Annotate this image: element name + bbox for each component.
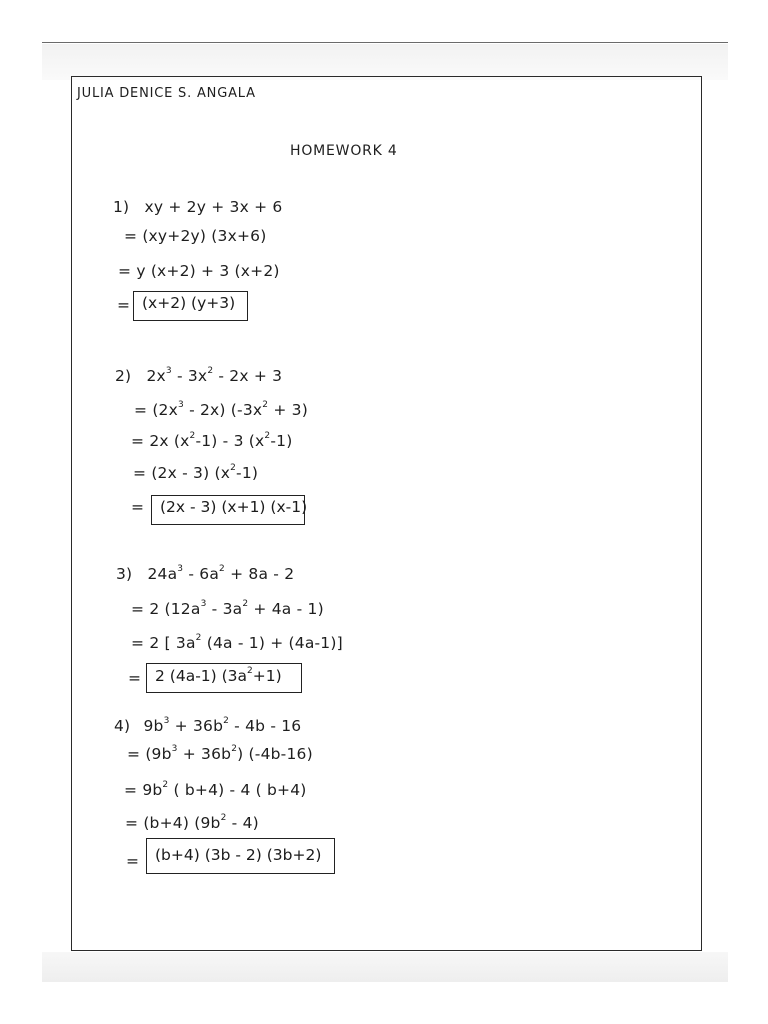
student-name: JULIA DENICE S. ANGALA — [77, 86, 256, 101]
problem-number: 3) — [116, 565, 133, 583]
page-top-edge — [42, 42, 728, 43]
final-answer-box: (x+2) (y+3) — [133, 291, 248, 321]
step-line: = $9b^2$ ( b+4) - 4 ( b+4) — [124, 780, 307, 799]
step-line: = — [117, 296, 131, 314]
scan-shadow-bottom — [42, 952, 728, 982]
scan-shadow-top — [42, 44, 728, 80]
step-line: = 2x $(x^2-1) - 3$ $(x^2-1)$ — [131, 431, 293, 450]
step-line: = (b+4) $(9b^2 - 4)$ — [125, 813, 259, 832]
problem-3-statement — [116, 564, 294, 583]
homework-title: HOMEWORK 4 — [290, 143, 398, 159]
step-line: = (xy+2y) (3x+6) — [124, 227, 267, 245]
problem-expression: $24a^3 - 6a^2 + 8a - 2$ — [147, 564, 295, 583]
step-line: = (2x - 3) $(x^2-1)$ — [133, 463, 259, 482]
step-line: = — [131, 498, 145, 516]
problem-number: 2) — [115, 367, 132, 385]
problem-1-statement — [113, 198, 282, 216]
step-line: = 2 $(12a^3 - 3a^2 + 4a - 1)$ — [131, 599, 324, 618]
problem-4-statement — [114, 716, 301, 735]
problem-expression: $9b^3 + 36b^2 - 4b - 16$ — [143, 716, 302, 735]
step-line: = — [126, 852, 140, 870]
step-line: = — [128, 669, 142, 687]
step-line: = $(2x^3 - 2x) (-3x^2 + 3)$ — [134, 400, 308, 419]
problem-number: 4) — [114, 717, 131, 735]
final-answer-box: (2x - 3) (x+1) (x-1) — [151, 495, 305, 525]
step-line: = 2 [ $3a^2$ (4a - 1) + (4a-1)] — [131, 633, 343, 652]
step-line: = $(9b^3 + 36b^2)$ (-4b-16) — [127, 744, 313, 763]
step-line: = y (x+2) + 3 (x+2) — [118, 262, 280, 280]
problem-number: 1) — [113, 198, 130, 216]
problem-2-statement — [115, 366, 282, 385]
problem-expression: xy + 2y + 3x + 6 — [144, 198, 283, 216]
final-answer-box: (b+4) (3b - 2) (3b+2) — [146, 838, 335, 874]
problem-expression: $2x^3 - 3x^2 - 2x + 3$ — [146, 366, 283, 385]
final-answer-box: 2 (4a-1) $(3a^2+1)$ — [146, 663, 302, 693]
